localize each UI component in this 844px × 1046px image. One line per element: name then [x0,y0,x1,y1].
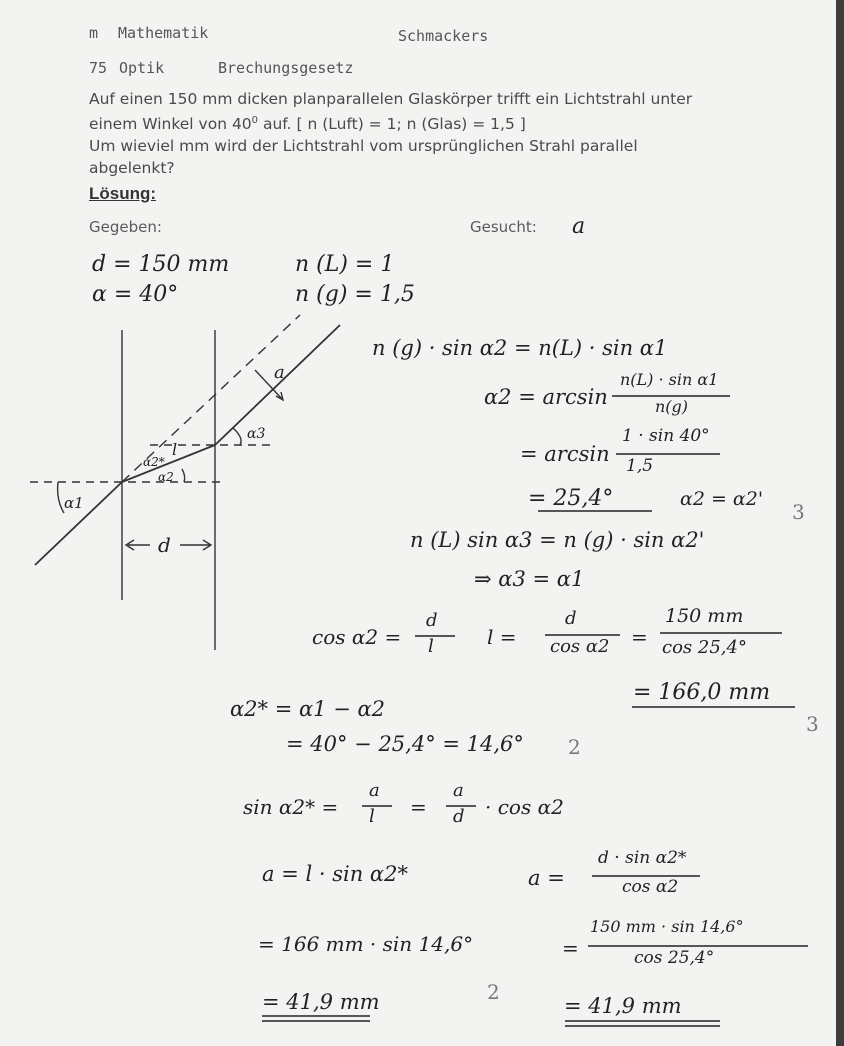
eq-l-num2: 150 mm [665,605,744,627]
topic: Optik [119,59,165,77]
score-mark-2: 3 [806,712,819,736]
eq-a2-lhs: a = [528,866,565,890]
eq-sin-d1: l [369,806,375,827]
score-mark-4: 2 [487,980,500,1004]
eq-alpha2-star-value: = 40° − 25,4° = 14,6° [286,732,524,756]
eq-l-lhs: l = [487,625,517,649]
score-mark-1: 3 [792,500,805,524]
task-line-4: abgelenkt? [89,159,175,178]
eq-sin-eq: = [410,795,427,819]
given-n-glass: n (g) = 1,5 [295,282,415,307]
given-n-air: n (L) = 1 [295,252,395,277]
solution-heading: Lösung: [89,184,157,203]
diagram-label-alpha2: α2 [158,470,174,484]
sheet-number: 75 [89,59,108,77]
eq-alpha2-num: n(L) · sin α1 [620,370,719,389]
eq-a2-den: cos α2 [622,877,679,897]
eq-a-calc: = 166 mm · sin 14,6° [258,932,474,956]
task-line-1: Auf einen 150 mm dicken planparallelen Glaskörper trifft ein Lichtstrahl unter [89,90,693,108]
eq-a2-calc-num: 150 mm · sin 14,6° [590,917,744,936]
eq-sin-n1: a [369,780,380,801]
subject: Mathematik [118,24,209,42]
eq-alpha2-lhs: α2 = arcsin [484,385,608,409]
eq-a2-calc-den: cos 25,4° [634,948,715,968]
task-line-3: Um wieviel mm wird der Lichtstrahl vom ursprünglichen Strahl parallel [89,137,638,156]
subject-letter: m [89,24,99,42]
eq-snell: n (g) · sin α2 = n(L) · sin α1 [372,336,668,360]
score-mark-3: 2 [568,735,581,759]
eq-a-formula: a = l · sin α2* [262,862,408,886]
task-line-2: einem Winkel von $40^0$ auf. [ n (Luft) = 1; n (Glas) = 1,5 ] [89,115,526,134]
eq-arcsin-den: 1,5 [626,456,654,476]
eq-l-eq: = [631,625,648,649]
eq-cos-num: d [426,610,438,631]
eq-alpha2-note: α2 = α2' [680,488,764,510]
eq-sin-d2: d [453,806,465,827]
result-right: = 41,9 mm [564,994,682,1018]
diagram-label-a: a [274,362,285,383]
diagram-label-d: d [158,533,171,557]
eq-exit-snell: n (L) sin α3 = n (g) · sin α2' [410,528,705,552]
diagram-label-alpha1: α1 [64,494,84,512]
eq-alpha2-star: α2* = α1 − α2 [230,697,386,721]
eq-sin-tail: · cos α2 [485,795,564,819]
eq-cos-den: l [428,636,434,657]
eq-arcsin-lhs: = arcsin [520,442,610,466]
eq-alpha2-den: n(g) [655,397,689,416]
eq-l-den2: cos 25,4° [662,637,747,658]
eq-cos-lhs: cos α2 = [312,625,402,649]
eq-arcsin-num: 1 · sin 40° [622,426,710,446]
eq-alpha2-value: = 25,4° [528,486,614,511]
eq-l-den: cos α2 [550,636,610,657]
result-left: = 41,9 mm [262,990,380,1014]
diagram-label-alpha3: α3 [247,426,266,442]
eq-a2-eq: = [562,936,579,960]
author: Schmackers [398,27,489,45]
page-edge [836,0,844,1046]
eq-l-value: = 166,0 mm [633,680,771,705]
diagram-label-l: l [172,440,178,459]
subtopic: Brechungsgesetz [218,59,354,77]
sought-value: a [572,214,586,239]
eq-alpha3: ⇒ α3 = α1 [474,567,585,591]
eq-sin-n2: a [453,780,464,801]
eq-l-num: d [565,608,577,629]
eq-sin-lhs: sin α2* = [243,795,339,819]
diagram-label-alpha2-star: α2* [143,455,165,469]
given-label: Gegeben: [89,218,162,236]
eq-a2-num: d · sin α2* [598,848,687,868]
given-d: d = 150 mm [92,252,230,277]
sought-label: Gesucht: [470,218,537,236]
given-alpha: α = 40° [92,282,179,307]
